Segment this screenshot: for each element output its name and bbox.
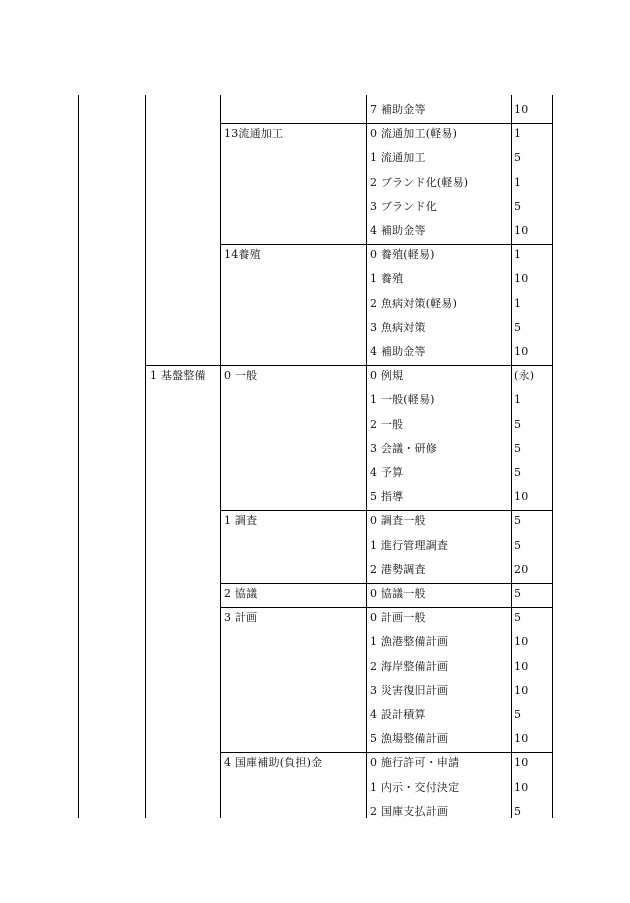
item-cell: 0 調査一般 (370, 514, 426, 528)
subcategory-cell: 14養殖 (224, 248, 261, 262)
item-cell: 2 魚病対策(軽易) (370, 296, 458, 310)
item-cell: 4 予算 (370, 466, 404, 479)
retention-years-cell: 5 (514, 514, 522, 528)
retention-years-cell: 5 (514, 587, 522, 600)
retention-years-cell: 5 (514, 199, 522, 213)
group-divider (220, 244, 553, 245)
item-cell: 4 設計積算 (370, 708, 426, 721)
retention-years-cell: 10 (514, 490, 529, 504)
group-divider (145, 365, 553, 366)
item-cell: 2 港勢調査 (370, 562, 426, 576)
item-cell: 3 災害復旧計画 (370, 683, 449, 697)
subcategory-cell: 13流通加工 (224, 127, 284, 141)
item-cell: 1 内示・交付決定 (370, 780, 460, 794)
item-cell: 2 ブランド化(軽易) (370, 175, 469, 189)
column-rule-6 (552, 95, 553, 818)
item-cell: 3 会議・研修 (370, 441, 437, 455)
item-cell: 3 魚病対策 (370, 320, 426, 334)
retention-years-cell: 20 (514, 562, 529, 576)
item-cell: 2 一般 (370, 417, 404, 431)
retention-years-cell: 1 (514, 248, 522, 262)
retention-years-cell: 1 (514, 127, 522, 141)
retention-years-cell: 5 (514, 417, 522, 431)
retention-years-cell: 5 (514, 441, 522, 455)
item-cell: 0 計画一般 (370, 611, 426, 625)
retention-years-cell: 5 (514, 538, 522, 552)
item-cell: 1 流通加工 (370, 151, 426, 165)
subcategory-cell: 0 一般 (224, 369, 258, 383)
category-cell: 1 基盤整備 (150, 369, 206, 383)
item-cell: 0 養殖(軽易) (370, 248, 435, 262)
item-cell: 3 ブランド化 (370, 199, 437, 213)
retention-years-cell: 10 (514, 272, 529, 286)
retention-years-cell: 5 (514, 151, 522, 165)
item-cell: 1 漁港整備計画 (370, 635, 449, 649)
item-cell: 5 指導 (370, 490, 404, 504)
subcategory-cell: 4 国庫補助(負担)金 (224, 756, 323, 770)
group-divider (220, 752, 553, 753)
retention-years-cell: 10 (514, 103, 529, 116)
item-cell: 1 養殖 (370, 272, 404, 286)
item-cell: 4 補助金等 (370, 345, 426, 358)
group-divider (220, 123, 553, 124)
item-cell: 7 補助金等 (370, 103, 426, 116)
subcategory-cell: 3 計画 (224, 611, 258, 625)
item-cell: 0 例規 (370, 369, 404, 383)
retention-years-cell: 5 (514, 611, 522, 625)
item-cell: 1 一般(軽易) (370, 393, 435, 407)
retention-years-cell: 5 (514, 466, 522, 479)
item-cell: 2 海岸整備計画 (370, 659, 449, 673)
retention-years-cell: 5 (514, 804, 522, 818)
item-cell: 0 施行許可・申請 (370, 756, 460, 770)
group-divider (220, 583, 553, 584)
retention-years-cell: 10 (514, 780, 529, 794)
column-rule-1 (78, 95, 79, 818)
column-rule-3 (220, 95, 221, 818)
item-cell: 5 漁場整備計画 (370, 732, 449, 746)
retention-years-cell: 5 (514, 320, 522, 334)
retention-years-cell: 10 (514, 345, 529, 358)
column-rule-5 (511, 95, 512, 818)
retention-years-cell: 10 (514, 224, 529, 237)
retention-years-cell: 10 (514, 683, 529, 697)
item-cell: 1 進行管理調査 (370, 538, 449, 552)
item-cell: 0 協議一般 (370, 587, 426, 600)
column-rule-2 (145, 95, 146, 818)
retention-years-cell: 5 (514, 708, 522, 721)
retention-years-cell: 10 (514, 659, 529, 673)
retention-years-cell: 1 (514, 296, 522, 310)
item-cell: 0 流通加工(軽易) (370, 127, 458, 141)
subcategory-cell: 2 協議 (224, 587, 258, 600)
column-rule-4 (366, 95, 367, 818)
retention-years-cell: 10 (514, 756, 529, 770)
retention-years-cell: 1 (514, 393, 522, 407)
subcategory-cell: 1 調査 (224, 514, 258, 528)
retention-years-cell: (永) (514, 369, 535, 383)
retention-years-cell: 10 (514, 732, 529, 746)
item-cell: 4 補助金等 (370, 224, 426, 237)
retention-years-cell: 1 (514, 175, 522, 189)
group-divider (220, 510, 553, 511)
retention-years-cell: 10 (514, 635, 529, 649)
item-cell: 2 国庫支払計画 (370, 804, 449, 818)
group-divider (220, 607, 553, 608)
